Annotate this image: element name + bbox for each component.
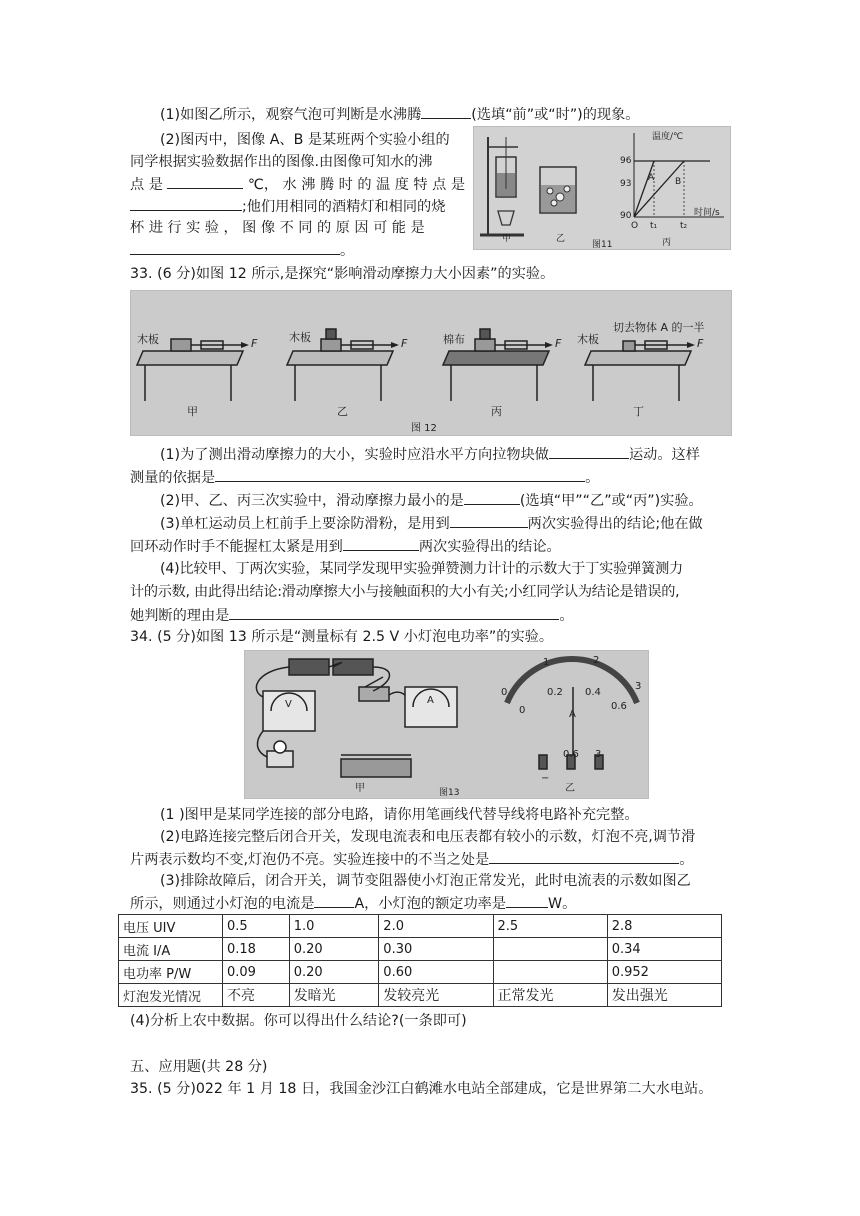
table-cell: 正常发光 [493, 984, 607, 1007]
answer-blank[interactable] [421, 104, 471, 119]
q33-part3-line2: 回环动作时手不能握杠太紧是用到 两次实验得出的结论。 [130, 536, 561, 557]
q34-part3-line1: (3)排除故障后，闭合开关，调节变阻器使小灯泡正常发光，此时电流表的示数如图乙 [160, 873, 691, 889]
answer-blank[interactable] [506, 893, 548, 908]
answer-blank[interactable] [450, 513, 528, 528]
q32-part2-line3: 点 是 ℃， 水 沸 腾 时 的 温 度 特 点 是 [130, 174, 465, 195]
table-row [119, 961, 722, 984]
line-label-b: B [675, 177, 682, 187]
figure-label: 丙 [491, 405, 502, 418]
terminal-label: 3 [595, 749, 602, 760]
answer-blank[interactable] [489, 849, 679, 864]
voltmeter-letter: V [285, 699, 292, 710]
table-row [119, 915, 722, 938]
figure-label: 丙 [662, 238, 672, 248]
q33-part1-line1: (1)为了测出滑动摩擦力的大小，实验时应沿水平方向拉物块做 运动。这样 [160, 444, 700, 465]
terminal-label: 0.6 [563, 749, 579, 760]
q34-part1: (1 )图甲是某同学连接的部分电路，请你用笔画线代替导线将电路补充完整。 [160, 807, 639, 823]
q33-part3-line1: (3)单杠运动员上杠前手上要涂防滑粉，是用到 两次实验得出的结论;他在做 [160, 513, 703, 534]
line-label-a: A [648, 173, 655, 183]
figure-11-drawing [474, 127, 730, 249]
answer-blank[interactable] [229, 605, 559, 620]
q32-part2-line6: 。 [130, 240, 354, 261]
q34-part2-line2: 片两表示数均不变,灯泡仍不亮。实验连接中的不当之处是 。 [130, 849, 693, 870]
table-cell: 0.30 [379, 938, 493, 961]
scale-bottom-tick: 0.6 [611, 701, 627, 712]
figure-13-drawing [245, 651, 648, 798]
graph-x-label: 时间/s [694, 208, 720, 218]
answer-blank[interactable] [167, 174, 243, 189]
y-tick: 93 [620, 179, 632, 189]
force-label: F [401, 337, 408, 350]
figure-label: 甲 [502, 234, 512, 244]
q34-title: 34. (5 分)如图 13 所示是“测量标有 2.5 V 小灯泡电功率”的实验。 [130, 629, 554, 645]
figure-label: 乙 [337, 405, 348, 418]
answer-blank[interactable] [130, 240, 340, 255]
table-cell: 0.20 [289, 938, 379, 961]
figure-label: 乙 [556, 234, 566, 244]
q34-part2-line1: (2)电路连接完整后闭合开关，发现电流表和电压表都有较小的示数，灯泡不亮,调节滑 [160, 829, 696, 845]
surface-label: 木板 [577, 333, 599, 346]
answer-blank[interactable] [549, 444, 629, 459]
q34-part3-line2: 所示，则通过小灯泡的电流是 A，小灯泡的额定功率是 W。 [130, 893, 576, 914]
meter-letter: A [569, 709, 576, 720]
y-tick: 90 [620, 211, 632, 221]
table-cell: 发较亮光 [379, 984, 493, 1007]
scale-bottom-tick: 0 [519, 705, 526, 716]
table-cell: 电压 UIV [119, 915, 223, 938]
q32-part2-line2: 同学根据实验数据作出的图像.由图像可知水的沸 [130, 154, 433, 170]
figure-label: 甲 [187, 405, 198, 418]
q33-part4-line2: 计的示数, 由此得出结论:滑动摩擦大小与接触面积的大小有关;小红同学认为结论是错误的, [130, 584, 680, 600]
scale-bottom-tick: 0.2 [547, 687, 563, 698]
x-tick: O [631, 221, 639, 231]
scale-top-tick: 0 [501, 687, 508, 698]
answer-blank[interactable] [215, 467, 585, 482]
scale-top-tick: 3 [635, 681, 642, 692]
table-cell: 灯泡发光情况 [119, 984, 223, 1007]
q34-part4: (4)分析上农中数据。你可以得出什么结论?(一条即可) [130, 1013, 467, 1029]
table-cell: 0.18 [223, 938, 290, 961]
table-cell: 0.5 [223, 915, 290, 938]
answer-blank[interactable] [343, 536, 419, 551]
table-cell: 电功率 P/W [119, 961, 223, 984]
surface-label: 棉布 [443, 333, 465, 346]
q33-part4-line1: (4)比较甲、丁两次实验，某同学发现甲实验弹赞测力计计的示数大于丁实验弹簧测力 [160, 561, 684, 577]
force-label: F [251, 337, 258, 350]
y-tick: 96 [620, 156, 632, 166]
figure-caption: 图11 [592, 240, 613, 250]
figure-caption: 图13 [439, 788, 460, 798]
terminal-label: − [541, 773, 550, 784]
table-cell: 电流 I/A [119, 938, 223, 961]
measurement-table [118, 914, 722, 1007]
q32-part2-line1: (2)图丙中，图像 A、B 是某班两个实验小组的 [160, 132, 450, 148]
q33-part1-line2: 测量的依据是 。 [130, 467, 599, 488]
q33-part2: (2)甲、乙、丙三次实验中，滑动摩擦力最小的是 (选填“甲”“乙”或“丙”)实验。 [160, 490, 703, 511]
surface-label: 木板 [137, 333, 159, 346]
x-tick: t₁ [650, 221, 658, 231]
force-label: F [555, 337, 562, 350]
q35-text: 35. (5 分)022 年 1 月 18 日，我国金沙江白鹤滩水电站全部建成，它是世界第二大水电站。 [130, 1081, 713, 1097]
table-cell: 0.09 [223, 961, 290, 984]
q33-title: 33. (6 分)如图 12 所示,是探究“影响滑动摩擦力大小因素”的实验。 [130, 266, 555, 282]
answer-blank[interactable] [464, 490, 520, 505]
q32-part2-line4: ;他们用相同的酒精灯和相同的烧 [130, 196, 445, 217]
table-cell: 不亮 [223, 984, 290, 1007]
q32-part1: (1)如图乙所示，观察气泡可判断是水沸腾 (选填“前”或“时”)的现象。 [160, 104, 639, 125]
scale-bottom-tick: 0.4 [585, 687, 601, 698]
figure-12 [130, 290, 732, 436]
section-heading: 五、应用题(共 28 分) [130, 1059, 268, 1075]
table-cell: 0.60 [379, 961, 493, 984]
figure-label: 丁 [633, 405, 644, 418]
answer-blank[interactable] [314, 893, 354, 908]
scale-top-tick: 2 [593, 655, 600, 666]
cut-note: 切去物体 A 的一半 [613, 321, 705, 334]
table-cell: 发暗光 [289, 984, 379, 1007]
scale-top-tick: 1 [543, 657, 550, 668]
table-cell[interactable] [493, 961, 607, 984]
x-tick: t₂ [680, 221, 688, 231]
figure-13 [244, 650, 649, 799]
surface-label: 木板 [289, 331, 311, 344]
answer-blank[interactable] [130, 196, 242, 211]
figure-label: 乙 [565, 783, 575, 794]
table-cell[interactable] [493, 938, 607, 961]
ammeter-letter: A [427, 695, 434, 706]
table-cell: 发出强光 [607, 984, 721, 1007]
table-row [119, 984, 722, 1007]
figure-caption: 图 12 [411, 423, 437, 434]
table-cell: 2.5 [493, 915, 607, 938]
table-cell: 2.0 [379, 915, 493, 938]
table-cell: 1.0 [289, 915, 379, 938]
table-cell: 0.34 [607, 938, 721, 961]
table-cell: 2.8 [607, 915, 721, 938]
table-cell: 0.20 [289, 961, 379, 984]
figure-label: 甲 [355, 783, 365, 794]
table-cell: 0.952 [607, 961, 721, 984]
table-row [119, 938, 722, 961]
force-label: F [697, 337, 704, 350]
q32-part2-line5: 杯 进 行 实 验 ， 图 像 不 同 的 原 因 可 能 是 [130, 220, 425, 236]
figure-11 [473, 126, 731, 250]
q33-part4-line3: 她判断的理由是 。 [130, 605, 574, 626]
graph-y-label: 温度/℃ [652, 132, 684, 142]
